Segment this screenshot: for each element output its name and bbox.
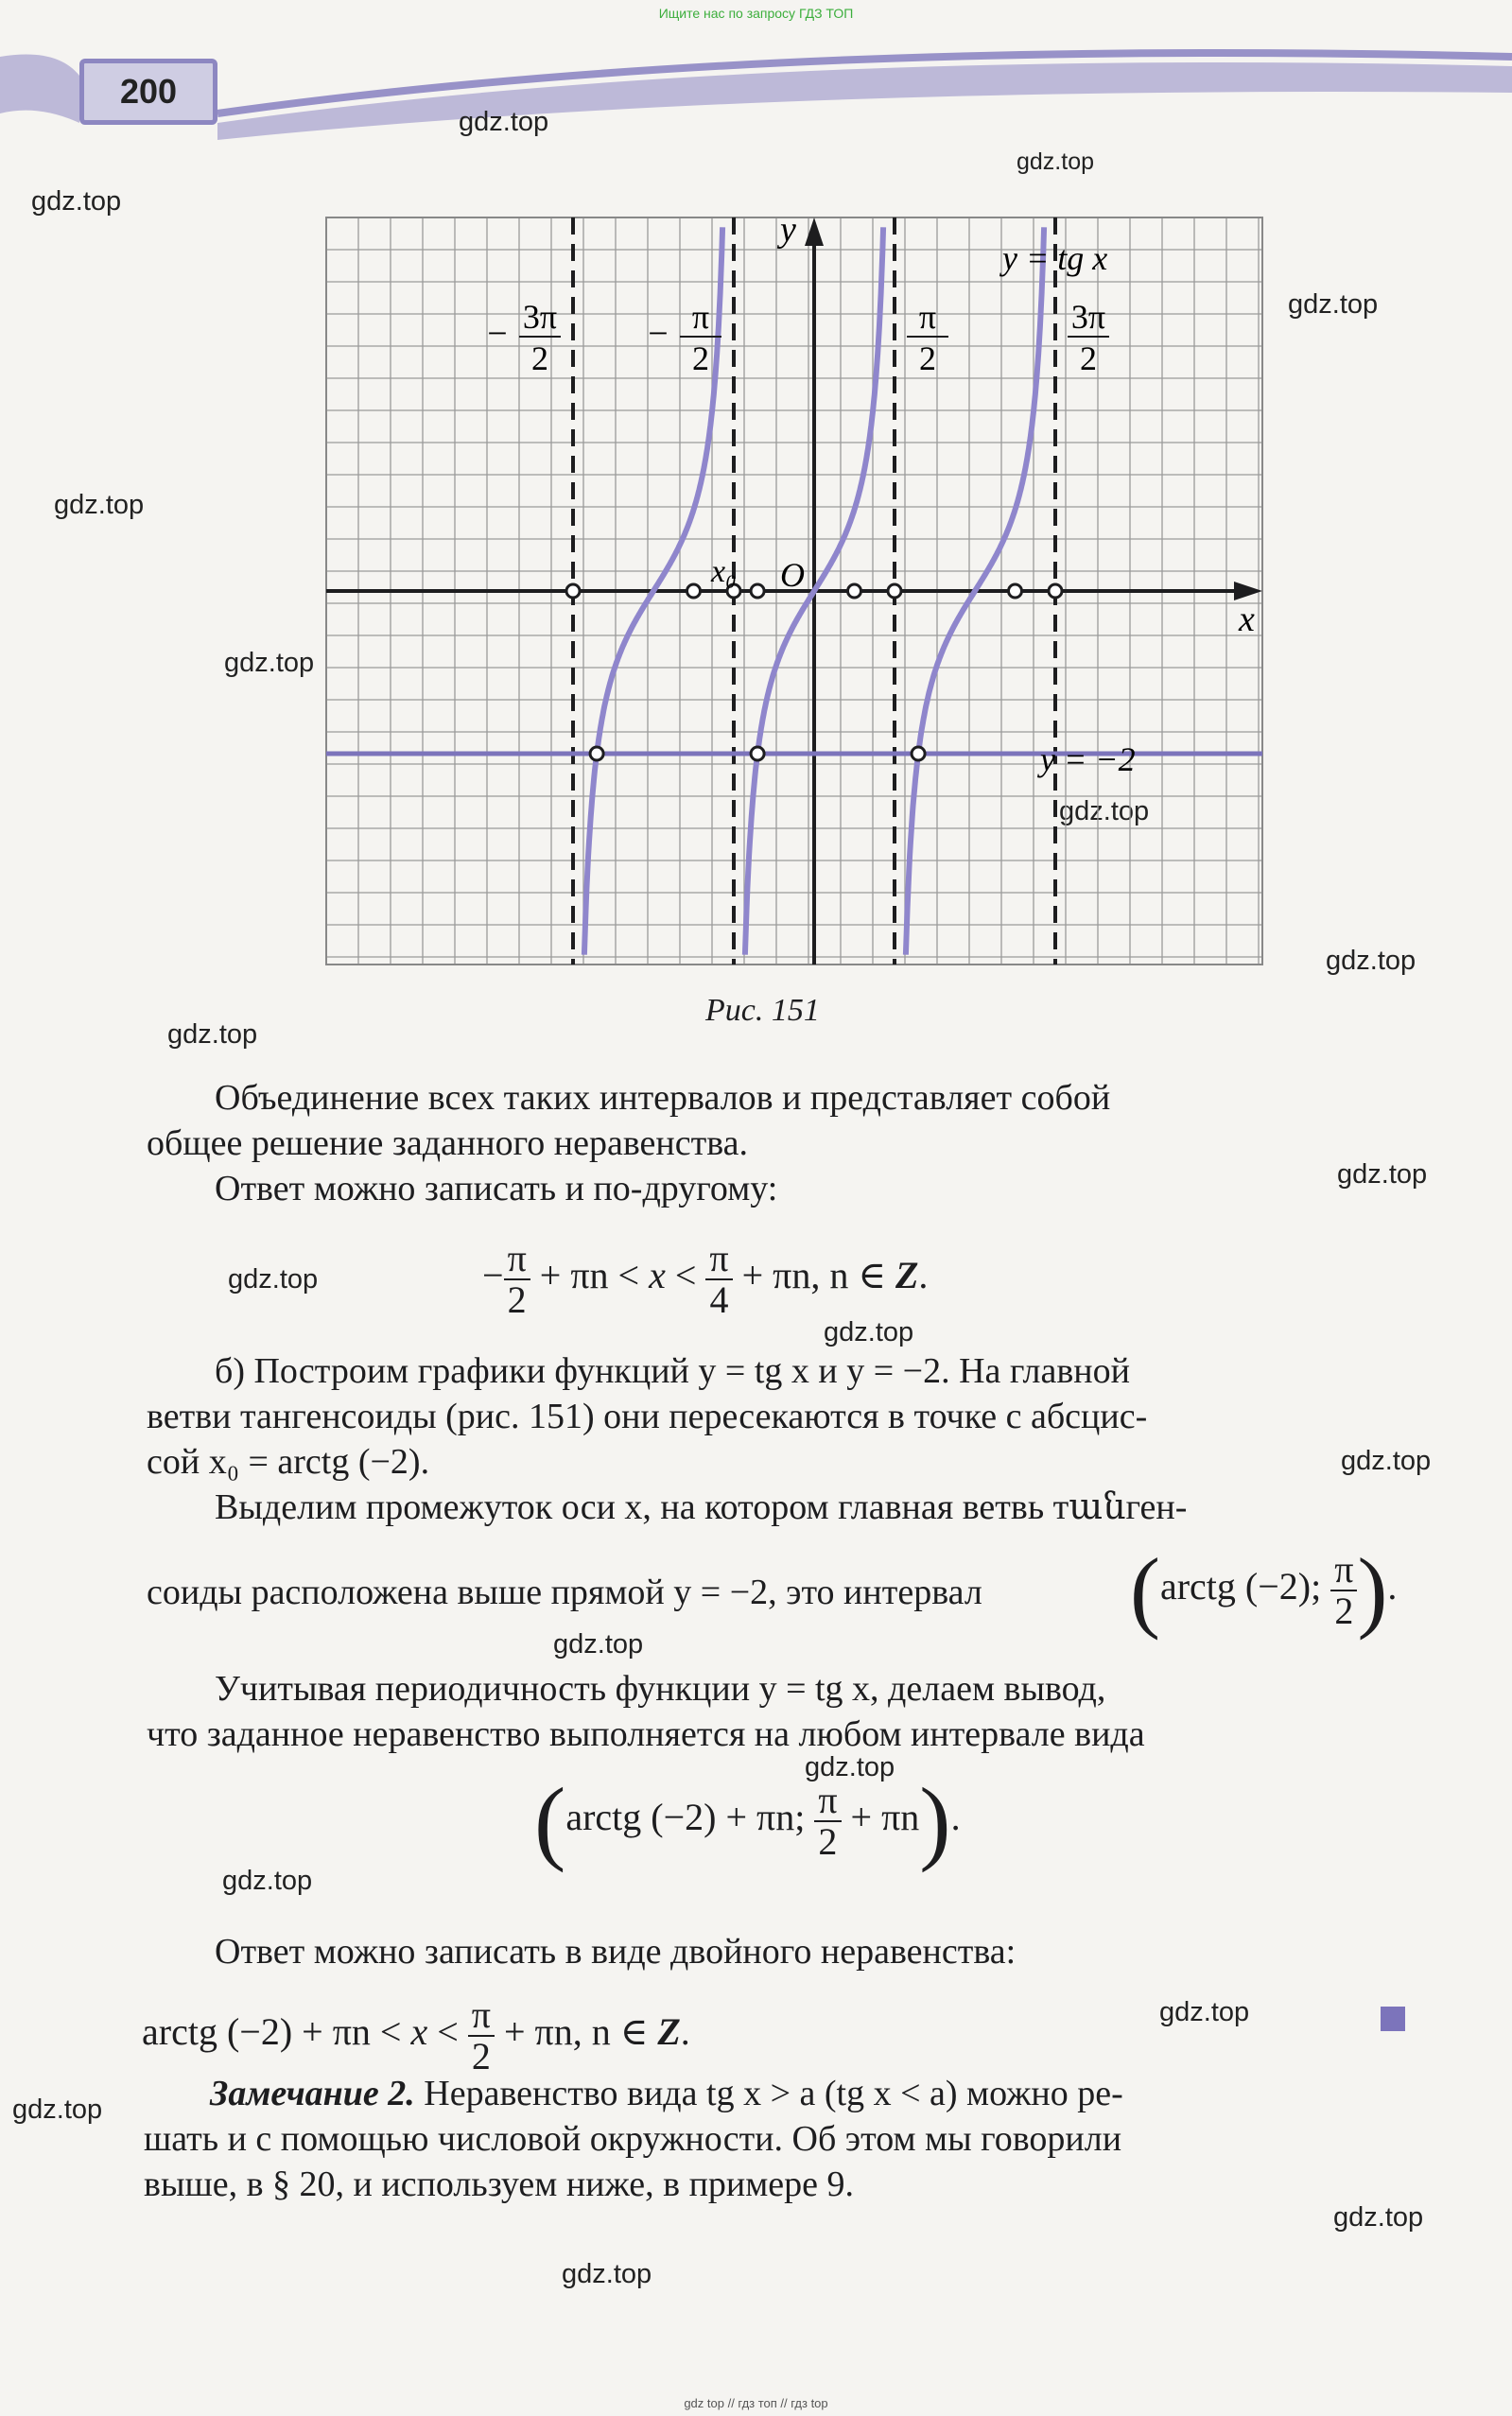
watermark: gdz.top: [553, 1629, 644, 1660]
top-banner: Ищите нас по запросу ГДЗ ТОП: [658, 6, 854, 21]
tick-label: [1068, 298, 1109, 377]
remark-line-3: выше, в § 20, и используем ниже, в примере 9.: [144, 2164, 855, 2204]
remark-title: Замечание 2.: [210, 2074, 415, 2113]
formula-1: − $\frac{\pi}{2}$ + πn < x < $\frac{\pi}{4}$ + πn, n ∈ Z.: [482, 1237, 929, 1321]
paragraph-2: Ответ можно записать и по-другому:: [215, 1169, 778, 1208]
interval-1: (arctg (−2); $\frac{\pi}{2}$ ).: [1130, 1539, 1398, 1641]
watermark: gdz.top: [222, 1866, 313, 1896]
end-of-solution-square: [1381, 2007, 1405, 2031]
bottom-banner: gdz top // гдз топ // гдз top: [684, 2396, 828, 2410]
tick-sign: −: [487, 314, 508, 354]
paragraph-5-line-1: Учитывая периодичность функции y = tg x, делаем вывод,: [215, 1669, 1106, 1709]
watermark: gdz.top: [1288, 289, 1379, 320]
intersection-point: [912, 747, 925, 760]
tick-denominator: 2: [1080, 339, 1097, 377]
watermark: gdz.top: [1337, 1159, 1428, 1190]
figure-caption: Рис. 151: [705, 993, 820, 1028]
watermark: gdz.top: [805, 1752, 895, 1782]
axis-point: [566, 584, 580, 598]
y-axis-label: y: [780, 210, 796, 250]
tangent-figure: [284, 203, 1286, 979]
watermark: gdz.top: [824, 1317, 914, 1347]
curve-label: y = tg x: [1002, 239, 1108, 277]
axis-point: [888, 584, 901, 598]
watermark: gdz.top: [1059, 796, 1150, 826]
tick-numerator: π: [691, 298, 710, 336]
line-label: y = −2: [1040, 740, 1136, 778]
remark-line-1: Замечание 2. Неравенство вида tg x > a (tg x < a) можно ре-: [210, 2074, 1123, 2113]
tick-numerator: π: [918, 298, 937, 336]
tick-sign: −: [648, 314, 669, 354]
tick-label: [907, 298, 948, 377]
paragraph-6: Ответ можно записать в виде двойного неравенства:: [215, 1932, 1017, 1972]
intersection-point: [590, 747, 603, 760]
intersection-point: [751, 747, 764, 760]
paragraph-4-line-1: Выделим промежуток оси x, на котором главная ветвь тանген-: [215, 1487, 1188, 1527]
x0-point: [751, 584, 764, 598]
axis-point: [848, 584, 861, 598]
axis-point: [687, 584, 701, 598]
y-axis-arrow: [805, 217, 824, 246]
axis-point: [1049, 584, 1062, 598]
tick-label: [648, 298, 721, 377]
tick-denominator: 2: [692, 339, 709, 377]
watermark: gdz.top: [1326, 946, 1416, 976]
tick-denominator: 2: [919, 339, 936, 377]
x0-label: x₀: [711, 554, 737, 589]
interval-2: (arctg (−2) + πn; $\frac{\pi}{2}$ + πn).: [534, 1768, 961, 1873]
watermark: gdz.top: [459, 107, 549, 137]
paragraph-4-line-2: соиды расположена выше прямой y = −2, это интервал: [147, 1573, 982, 1612]
watermark: gdz.top: [1333, 2202, 1424, 2233]
watermark: gdz.top: [12, 2094, 103, 2125]
origin-label: O: [780, 556, 805, 594]
paragraph-5-line-2: что заданное неравенство выполняется на любом интервале вида: [147, 1714, 1145, 1754]
tick-label: [487, 298, 561, 377]
paragraph-1-line-2: общее решение заданного неравенства.: [147, 1123, 749, 1163]
paragraph-1-line-1: Объединение всех таких интервалов и представляет собой: [215, 1078, 1111, 1118]
remark-line-2: шать и с помощью числовой окружности. Об этом мы говорили: [144, 2119, 1122, 2159]
watermark: gdz.top: [1159, 1997, 1250, 2027]
axis-point: [1009, 584, 1022, 598]
formula-3: arctg (−2) + πn < x < $\frac{\pi}{2}$ + πn, n ∈ Z.: [142, 1993, 690, 2077]
tick-labels: [487, 298, 1109, 377]
page-number: 200: [119, 72, 178, 111]
paragraph-3-line-2: ветви тангенсоиды (рис. 151) они пересекаются в точке с абсцис-: [147, 1397, 1148, 1436]
tick-numerator: 3π: [1070, 298, 1106, 336]
header-decoration: [0, 19, 1512, 161]
paragraph-3-line-1: б) Построим графики функций y = tg x и y = −2. На главной: [215, 1351, 1130, 1391]
watermark: gdz.top: [1341, 1446, 1432, 1476]
tick-numerator: 3π: [522, 298, 558, 336]
paragraph-3-line-3: сой x₀ = arctg (−2).: [147, 1442, 430, 1482]
x-axis-label: x: [1239, 600, 1255, 639]
watermark: gdz.top: [562, 2259, 652, 2289]
watermark: gdz.top: [54, 490, 145, 520]
watermark: gdz.top: [224, 648, 315, 678]
tick-denominator: 2: [531, 339, 548, 377]
watermark: gdz.top: [167, 1019, 258, 1050]
watermark: gdz.top: [228, 1264, 319, 1295]
watermark: gdz.top: [31, 186, 122, 217]
watermark: gdz.top: [1017, 148, 1095, 175]
